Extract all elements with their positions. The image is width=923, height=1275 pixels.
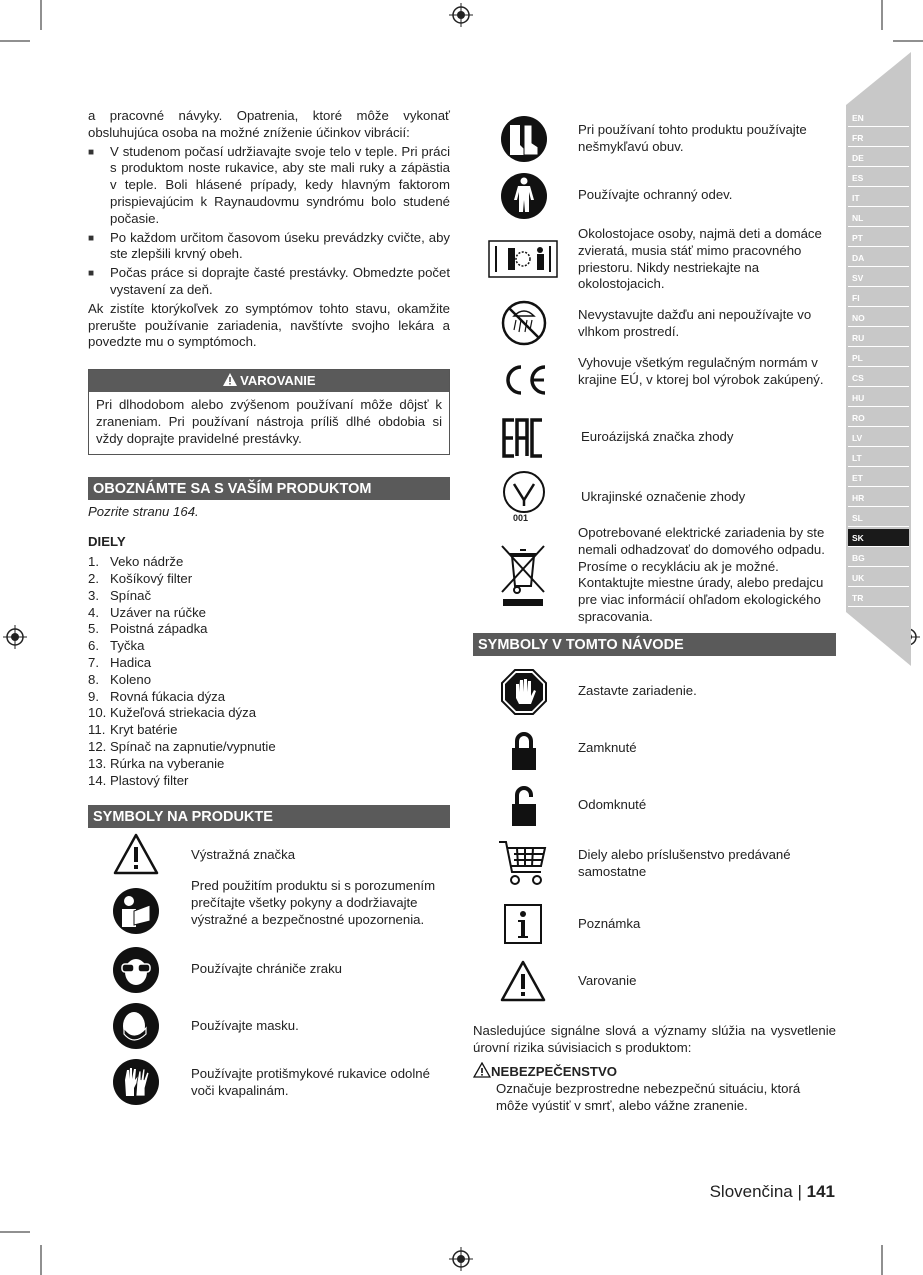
- parts-list-item: 1. Veko nádrže: [88, 554, 184, 570]
- warning-triangle-icon: [223, 373, 237, 386]
- parts-list-item: 2. Košíkový filter: [88, 570, 193, 586]
- lock-open-icon: [511, 785, 537, 827]
- language-tab-it: IT: [848, 189, 909, 207]
- registration-mark-left: [3, 625, 27, 649]
- parts-list-item: 12. Spínač na zapnutie/vypnutie: [88, 738, 276, 754]
- language-tab-uk: UK: [848, 569, 909, 587]
- intro-text: a pracovné návyky. Opatrenia, ktoré môže vykonať obsluhujúca osoba na možné zníženie účinkov vibrácií:: [88, 108, 450, 140]
- parts-heading: DIELY: [88, 534, 126, 550]
- page-footer: Slovenčina | 141: [709, 1182, 835, 1201]
- language-tab-de: DE: [848, 149, 909, 167]
- parts-list-item: 9. Rovná fúkacia dýza: [88, 688, 226, 704]
- symptoms-text: Ak zistíte ktorýkoľvek zo symptómov tohto stavu, okamžite prerušte používanie zariadenia, navštívte svojho lekára a povedzte mu o symptómoch.: [88, 300, 450, 350]
- language-tab-fi: FI: [848, 289, 909, 307]
- parts-list-item: 11. Kryt batérie: [88, 722, 178, 738]
- warning-header: VAROVANIE: [89, 370, 449, 392]
- language-tab-pl: PL: [848, 349, 909, 367]
- footer-language: Slovenčina: [709, 1182, 793, 1201]
- warning-body: Pri dlhodobom alebo zvýšenom používaní môže dôjsť k zraneniam. Pri používaní nástroja príliš dlhé obdobia si vždy doprajte pravidelné prestávky.: [96, 397, 442, 446]
- section-heading-manual-symbols: SYMBOLY V TOMTO NÁVODE: [473, 633, 836, 656]
- language-tab-ru: RU: [848, 329, 909, 347]
- language-tab-lv: LV: [848, 429, 909, 447]
- bullet-item: ■ Počas práce si doprajte časté prestávky. Obmedzte počet vystavení za deň.: [88, 265, 450, 297]
- stop-hand-icon: [500, 668, 548, 716]
- language-tab-sk: SK: [848, 529, 909, 547]
- language-tab-bg: BG: [848, 549, 909, 567]
- bystanders-icon: [488, 240, 558, 278]
- read-manual-icon: [112, 887, 160, 935]
- warning-box: [88, 369, 450, 454]
- language-tab-es: ES: [848, 169, 909, 187]
- parts-list-item: 10. Kužeľová striekacia dýza: [88, 705, 257, 721]
- language-tab-lt: LT: [848, 449, 909, 467]
- parts-list-item: 3. Spínač: [88, 587, 152, 603]
- lock-closed-icon: [511, 731, 537, 771]
- parts-list-item: 13. Rúrka na vyberanie: [88, 755, 225, 771]
- language-tab-fr: FR: [848, 129, 909, 147]
- signal-words-intro: Nasledujúce signálne slová a významy slúžia na vysvetlenie úrovní rizika súvisiacich s produktom:: [473, 1023, 836, 1055]
- bullet-item: ■ V studenom počasí udržiavajte svoje telo v teple. Pri práci s produktom noste rukavice, aby ste mali ruky a zápästia v teple. Boli hlásené prípady, kedy hlavným faktorom prispievajúcim k Raynaudovmu syndrómu bolo studené počasie.: [88, 143, 450, 226]
- language-tab-hr: HR: [848, 489, 909, 507]
- info-icon: [503, 903, 543, 945]
- parts-list-item: 8. Koleno: [88, 671, 152, 687]
- parts-list-item: 6. Tyčka: [88, 638, 145, 654]
- language-tab-no: NO: [848, 309, 909, 327]
- parts-list-item: 14. Plastový filter: [88, 772, 189, 788]
- cart-icon: [497, 838, 549, 888]
- warning-triangle-icon: [113, 833, 159, 875]
- parts-list-item: 4. Uzáver na rúčke: [88, 604, 207, 620]
- weee-bin-icon: [498, 542, 548, 608]
- language-tab-sv: SV: [848, 269, 909, 287]
- mask-icon: [112, 1002, 160, 1050]
- language-tab-nl: NL: [848, 209, 909, 227]
- page-number: 141: [806, 1182, 835, 1201]
- language-tab-ro: RO: [848, 409, 909, 427]
- see-page-ref: Pozrite stranu 164.: [88, 503, 199, 519]
- registration-mark-bottom: [449, 1247, 473, 1271]
- registration-mark-top: [449, 3, 473, 27]
- parts-list-item: 5. Poistná západka: [88, 621, 208, 637]
- language-tab-da: DA: [848, 249, 909, 267]
- eye-protection-icon: [112, 946, 160, 994]
- bullet-item: ■ Po každom určitom časovom úseku prevádzky cvičte, aby ste zlepšili krvný obeh.: [88, 229, 450, 262]
- language-tab-sl: SL: [848, 509, 909, 527]
- danger-block: NEBEZPEČENSTVO Označuje bezprostredne nebezpečnú situáciu, ktorá môže vyústiť v smrť, alebo vážne zranenie.: [473, 1062, 836, 1114]
- section-heading-product-symbols: SYMBOLY NA PRODUKTE: [88, 805, 450, 828]
- language-tab-cs: CS: [848, 369, 909, 387]
- parts-list-item: 7. Hadica: [88, 654, 152, 670]
- language-tab-en: EN: [848, 109, 909, 127]
- warning-triangle-icon: [473, 1062, 491, 1078]
- language-tab-pt: PT: [848, 229, 909, 247]
- protective-suit-icon: [500, 172, 548, 220]
- language-tab-tr: TR: [848, 589, 909, 607]
- danger-description: Označuje bezprostredne nebezpečnú situáciu, ktorá môže vyústiť v smrť, alebo vážne zranenie.: [496, 1080, 801, 1113]
- section-heading-product: OBOZNÁMTE SA S VAŠÍM PRODUKTOM: [88, 477, 450, 500]
- no-rain-icon: [500, 300, 548, 346]
- ukraine-mark-icon: [502, 470, 546, 514]
- language-tab-hu: HU: [848, 389, 909, 407]
- ukraine-mark-code: 001: [513, 513, 529, 523]
- gloves-icon: [112, 1058, 160, 1106]
- warning-triangle-icon: [500, 960, 546, 1002]
- boots-icon: [500, 115, 548, 163]
- left-column: [88, 108, 450, 828]
- language-tab-et: ET: [848, 469, 909, 487]
- ce-mark-icon: [499, 363, 549, 397]
- parts-list: [88, 554, 450, 789]
- eac-mark-icon: [502, 418, 544, 458]
